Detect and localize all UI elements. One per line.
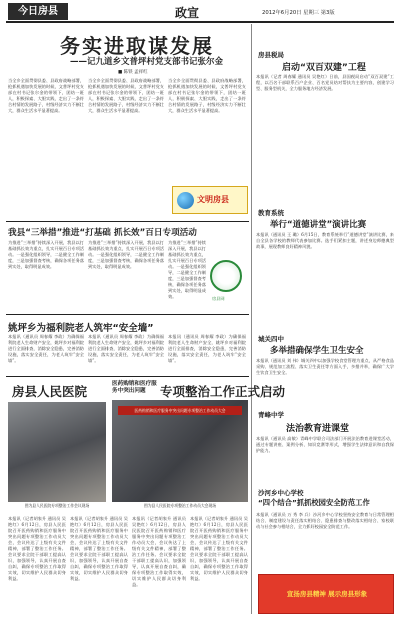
news2-col1: 本报讯（通讯员 周春耀 李政）为确保福利院老人生命财产安全，姚坪乡对福利院进行全面排查，消除安全隐患，完善消防设施，落实安全责任，为老人筑牢“安全墙”。	[8, 334, 84, 363]
news3-photo2	[112, 400, 248, 510]
globe-icon	[177, 192, 194, 209]
news3-photo1	[8, 402, 106, 510]
right-section4: 青峰中学	[258, 411, 284, 419]
logo-icon	[210, 260, 242, 292]
news3-col1: 本报讯（记者胡家升 通讯员 吴艳红）6月12日，房县人民医院召开医药购销和医疗服务中突出问题专项整治工作动员大会，会议传达了上级有关文件精神，部署了整治工作任务。会议要求全院干部职工提高认识，加强领导，认真开展自查自纠，确保专项整治工作取得实效，切实维护人民群众切身利益。	[8, 516, 66, 581]
wenming-badge	[172, 186, 248, 214]
masthead-logo: 今日房县	[8, 3, 68, 20]
right-title3: 多举措确保学生卫生安全	[270, 346, 364, 356]
right-body3: 本报讯（通讯员 刘 伟）城关四中以加强学校食堂管理为重点，从严格食品采购、规范加工流程、落实卫生责任等方面入手，多措并举，确保广大学生饮食卫生安全。	[256, 358, 394, 375]
news3-photo-banner: 医药购销和医疗服务中突出问题专项整治工作动员大会	[118, 406, 242, 415]
news2-title: 姚坪乡为福利院老人筑牢“安全墙”	[8, 323, 154, 334]
ad-banner	[258, 574, 394, 614]
news1-title: 我县“三举措”推进“打基础 抓长效”百日专项活动	[8, 228, 197, 238]
news2-col2: 本报讯（通讯员 周春耀 李政）为确保福利院老人生命财产安全，姚坪乡对福利院进行全面排查，消除安全隐患，完善消防设施，落实安全责任，为老人筑牢“安全墙”。	[88, 334, 164, 363]
lead-col1: 当全乡全面贯彻县委、县政府战略部署，抢抓机遇加快发展的时候，文普坪村党支部在村书记张尔金的带领下，团结一班人，积极探索、大胆实践，走出了一条符合村情的发展路子，村级经济实力不断壮大，群众生活水平显著提高。	[8, 78, 84, 113]
news3-col4: 本报讯（记者胡家升 通讯员 吴艳红）6月12日，房县人民医院召开医药购销和医疗服务中突出问题专项整治工作动员大会，会议传达了上级有关文件精神，部署了整治工作任务。会议要求全院干部职工提高认识，加强领导，认真开展自查自纠，确保专项整治工作取得实效，切实维护人民群众切身利益。	[190, 516, 248, 581]
news2-col3: 本报讯（通讯员 周春耀 李政）为确保福利院老人生命财产安全，姚坪乡对福利院进行全面排查，消除安全隐患，完善消防设施，落实安全责任，为老人筑牢“安全墙”。	[168, 334, 246, 363]
lead-byline: ■ 陈铁 孟祥红	[118, 70, 148, 75]
lead-title: 务实进取谋发展	[60, 34, 214, 58]
lead-subtitle: ——记九道乡文普坪村党支部书记张尔金	[70, 57, 224, 67]
wenming-caption: 房县网	[212, 296, 225, 301]
right-title5: “四个结合”抓抓校园安全防范工作	[258, 498, 370, 507]
news1-col1: 为推进“三举措”持续深入开展，我县以打基础抓长效为重点，扎实开展百日专项活动。一是强化组织领导，二是健全工作制度，三是加强督查考核，确保各项任务落到实处，取得明显成效。	[8, 240, 84, 269]
right-body1: 本报讯（记者 周春耀 通讯员 吴艳红）日前，县国税局启动“双百双建”工程，以百名干部联系百户企业、百名党员结对帮扶为主要内容，创建学习型、服务型机关，全力服务地方经济发展。	[256, 74, 394, 91]
news3-col2: 本报讯（记者胡家升 通讯员 吴艳红）6月12日，房县人民医院召开医药购销和医疗服务中突出问题专项整治工作动员大会，会议传达了上级有关文件精神，部署了整治工作任务。会议要求全院干部职工提高认识，加强领导，认真开展自查自纠，确保专项整治工作取得实效，切实维护人民群众切身利益。	[70, 516, 128, 581]
right-section1: 房县税局	[258, 51, 284, 59]
lead-col3: 当全乡全面贯彻县委、县政府战略部署，抢抓机遇加快发展的时候，文普坪村党支部在村书记张尔金的带领下，团结一班人，积极探索、大胆实践，走出了一条符合村情的发展路子，村级经济实力不断壮大，群众生活水平显著提高。	[168, 78, 246, 113]
wenming-title: 文明房县	[197, 195, 229, 204]
right-title4: 法治教育进课堂	[286, 424, 350, 434]
right-body5: 本报讯（通讯员 万 秀 李 兵）沙河乡中心学校坚持安全教育与日常管理相结合、制度建设与责任落实相结合、隐患排查与整改落实相结合、家校联动与社会参与相结合，全力抓好校园安全防范工作。	[256, 512, 394, 529]
right-title1: 启动“双百双建”工程	[282, 63, 366, 73]
news3-title-a: 房县人民医院	[12, 384, 88, 399]
ad-text: 宣扬房县精神 展示房县形象	[286, 590, 368, 598]
issue-date: 2012年6月20日 星期三 第3版	[262, 10, 335, 16]
news3-title-b: 医药购销和医疗服务中突出问题	[112, 381, 157, 394]
right-title2: 举行“道德讲堂”演讲比赛	[270, 220, 367, 230]
right-section2: 教育系统	[258, 209, 284, 217]
lead-col2: 当全乡全面贯彻县委、县政府战略部署，抢抓机遇加快发展的时候，文普坪村党支部在村书记张尔金的带领下，团结一班人，积极探索、大胆实践，走出了一条符合村情的发展路子，村级经济实力不断壮大，群众生活水平显著提高。	[88, 78, 164, 113]
news3-title-c: 专项整治工作正式启动	[160, 384, 286, 399]
right-section3: 城关四中	[258, 335, 284, 343]
news3-caption2: 图为县人民医院专项整治工作动员大会现场	[143, 503, 217, 508]
right-body2: 本报讯（通讯员 王 璐）6月15日，教育系统举行“道德讲堂”演讲比赛，来自全县各学校的教师代表参加比赛。选手们紧扣主题，讲述身边师德典型故事，展现教师良好精神风貌。	[256, 232, 394, 249]
news1-col2: 为推进“三举措”持续深入开展，我县以打基础抓长效为重点，扎实开展百日专项活动。一是强化组织领导，二是健全工作制度，三是加强督查考核，确保各项任务落到实处，取得明显成效。	[88, 240, 164, 269]
news3-caption1: 图为县人民医院专项整治工作会议现场	[24, 503, 90, 508]
news3-col3: 本报讯（记者胡家升 通讯员 吴艳红）6月12日，房县人民医院召开医药购销和医疗服务中突出问题专项整治工作动员大会，会议传达了上级有关文件精神，部署了整治工作任务。会议要求全院干部职工提高认识，加强领导，认真开展自查自纠，确保专项整治工作取得实效，切实维护人民群众切身利益。	[132, 516, 186, 587]
news1-col3: 为推进“三举措”持续深入开展，我县以打基础抓长效为重点，扎实开展百日专项活动。一是强化组织领导，二是健全工作制度，三是加强督查考核，确保各项任务落到实处，取得明显成效。	[168, 240, 206, 299]
right-section5: 沙河乡中心学校	[258, 489, 304, 497]
section-name: 政宣	[175, 6, 200, 20]
right-body4: 本报讯（通讯员 高敏）青峰中学联合司法部门开展法治教育进课堂活动，通过专题讲座、案例分析、知识竞赛等形式，增强学生法律意识和自我保护能力。	[256, 436, 394, 453]
